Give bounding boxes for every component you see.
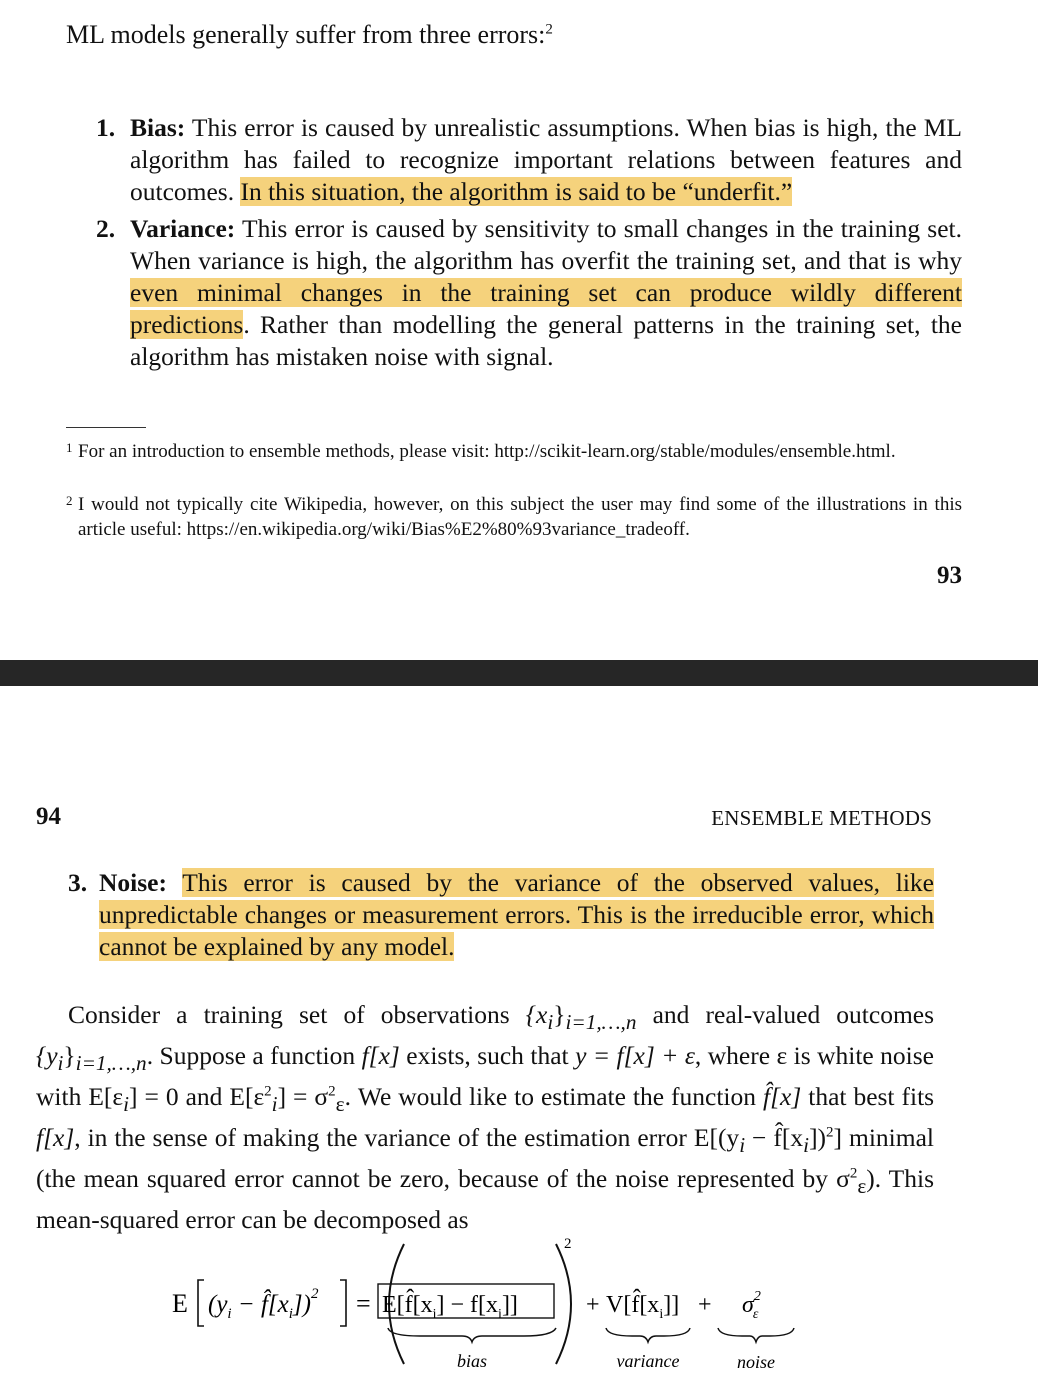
intro-sentence: ML models generally suffer from three errors:$^2$ [66, 20, 553, 49]
list-item-variance: 2. Variance: This error is caused by sensitivity to small changes in the training set. When variance is high, the algorithm has overfit the training set, and that is why even minimal changes in the training set can produce wildly different predictions. Rather than modelling the general patterns in the training set, the algorithm has mistaken noise with signal. [96, 214, 962, 371]
eq-expectation: E [172, 1289, 188, 1318]
highlight: even minimal changes in the training set can produce wildly different predictions [130, 278, 962, 339]
eq-bias-term: $E[f̂[x_i] - f[x_i]]$ [382, 1292, 518, 1322]
eq-variance-term: $V[f̂[x_i]]$ [606, 1292, 680, 1322]
eq-lhs: ($y_i$ − $f̂[x_i])^2$ [208, 1286, 319, 1322]
page-number: 94 [36, 803, 61, 830]
running-head: ENSEMBLE METHODS [711, 806, 932, 830]
eq-plus: + [586, 1292, 600, 1318]
highlight: In this situation, the algorithm is said to be “underfit.” [240, 177, 793, 206]
footnote-2: 2 I would not typically cite Wikipedia, however, on this subject the user may find some of the illustrations in this article useful: https://en.wikipedia.org/wiki/Bias%E2%80%93variance_tradeoff. [66, 493, 962, 540]
eq-label-noise: noise [737, 1352, 775, 1372]
decomposition-equation [0, 1230, 1038, 1390]
list-item-bias: 1. Bias: This error is caused by unrealistic assumptions. When bias is high, the ML algorithm has failed to recognize important relations between features and outcomes. In this situation, the algorithm is said to be “underfit.” [96, 113, 962, 206]
highlight: This error is caused by the variance of the observed values, like unpredictable changes or measurement errors. This is the irreducible error, which cannot be explained by any model. [99, 868, 934, 961]
item-number: 1. [96, 113, 116, 142]
item-term: Variance: [130, 214, 236, 243]
footnote-1: 1 For an introduction to ensemble methods, please visit: http://scikit-learn.org/stable/modules/ensemble.html. [66, 440, 896, 462]
body-paragraph: Consider a training set of observations $\{x_i\}_{i=1,\dots,n}$ and real-valued outcomes $\{y_i\}_{i=1,\dots,n}$. Suppose a function f[x] exists, such that y = f[x] + ε, where ε is white noise with $E[\varepsilon_i] = 0$ and $E[\varepsilon^2_i] = \sigma^2_\varepsilon$. We would like to estimate the function f̂[x] that best fits f[x], in the sense of making the variance of the estimation error $E[(y_i$ − $f̂[x_i])^2$] minimal (the mean squared error cannot be zero, because of the noise represented by $\sigma^2_\varepsilon$). This mean-squared error can be decomposed as [36, 1000, 935, 1235]
item-number: 3. [68, 868, 88, 897]
page-separator [0, 660, 1038, 686]
eq-noise-term: $\sigma^2$ ε [742, 1289, 761, 1322]
item-number: 2. [96, 214, 116, 243]
list-item-noise [68, 867, 934, 963]
page-number: 93 [937, 562, 962, 589]
eq-plus: + [698, 1292, 712, 1318]
eq-label-bias: bias [456, 1351, 488, 1371]
eq-equals: = [356, 1289, 371, 1318]
eq-square: 2 [564, 1236, 572, 1252]
item-term: Bias: [130, 113, 186, 142]
eq-label-variance: variance [616, 1351, 680, 1371]
footnote-ref: 2 [545, 21, 553, 38]
item-term: Noise: [99, 868, 167, 897]
footnote-rule [66, 427, 146, 428]
